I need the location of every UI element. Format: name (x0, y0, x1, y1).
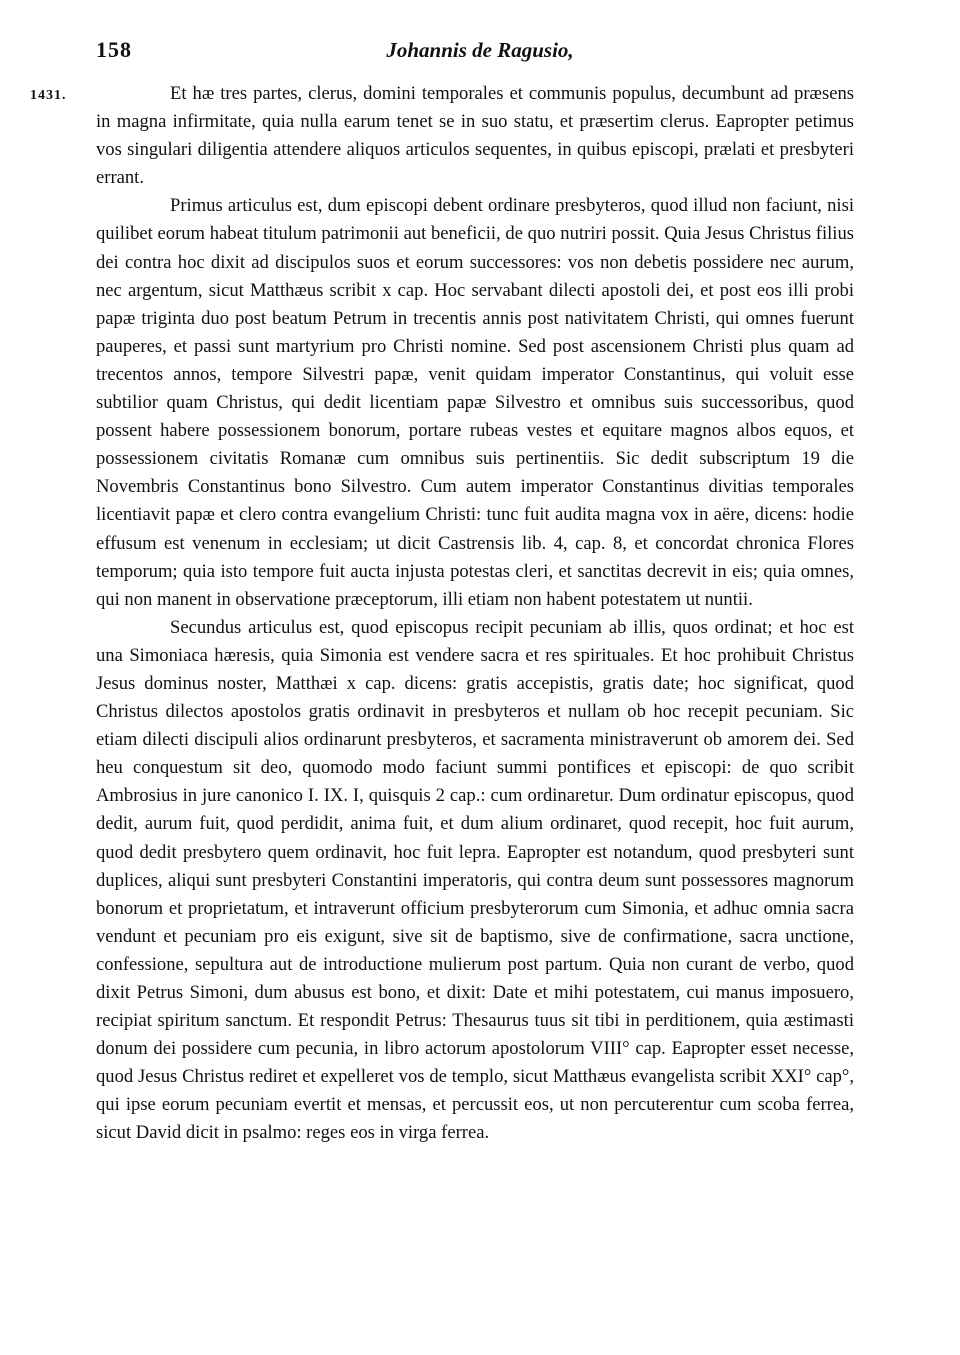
margin-year-note: 1431. (30, 88, 67, 103)
running-title: Johannis de Ragusio, (386, 38, 574, 62)
body-text (96, 80, 854, 1148)
paragraph-primus-articulus: Primus articulus est, dum episcopi debent ordinare presbyteros, quod illud non faciunt, nisi quilibet eorum habeat titulum patrimonii aut beneficii, de quo nutriri possit. Quia Jesus Christus filius dei contra hoc dixit ad discipulos suos et eorum successores: vos non debetis possidere nec aurum, nec argentum, sicut Matthæus scribit x cap. Hoc servabant dilecti apostoli dei, et post eos illi probi papæ triginta duo post beatum Petrum in trecentis annis post nativitatem Christi, qui omnes fuerunt pauperes, et passi sunt martyrium pro Christi nomine. Sed post ascensionem Christi plus quam ad trecentos annos, tempore Silvestri papæ, venit quidam imperator Constantinus, qui voluit esse subtilior quam Christus, qui dedit licentiam papæ Silvestro et omnibus suis successoribus, quod possent habere possessionem bonorum, portare rubeas vestes et equitare magnos albos equos, et possessionem civitatis Romanæ cum omnibus suis pertinentiis. Sic dedit subscriptum 19 die Novembris Constantinus bono Silvestro. Cum autem imperator Constantinus divitias temporales licentiavit papæ et clero contra evangelium Christi: tunc fuit audita magna vox in aëre, dicens: hodie effusum est venenum in ecclesiam; ut dicit Castrensis lib. 4, cap. 8, et concordat chronica Flores temporum; quia isto tempore fuit aucta injusta potestas cleri, et sanctitas decrevit in eis; quia omnes, qui non manent in observatione præceptorum, illi etiam non habent potestatem ut nuntii. (96, 195, 854, 610)
page-number: 158 (96, 37, 132, 62)
paragraph-intro: Et hæ tres partes, clerus, domini temporales et communis populus, decumbunt ad præsens in magna infirmitate, quia nulla earum tenet se in suo statu, et præsertim clerus. Eapropter petimus vos singulari diligentia attendere aliquos articulos sequentes, in quibus episcopi, prælati et presbyteri errant. (96, 83, 854, 189)
paragraph-secundus-articulus: Secundus articulus est, quod episcopus recipit pecuniam ab illis, quos ordinat; et hoc est una Simoniaca hæresis, quia Simonia est vendere sacra et res spirituales. Et hoc prohibuit Christus Jesus dominus noster, Matthæi x cap. dicens: gratis accepistis, gratis date; hoc significat, quod Christus dilectos apostolos gratis ordinavit in presbyteros et nullam ob hoc recepit pecuniam. Sic etiam dilecti discipuli alios ordinarunt presbyteros, et sacramenta ministraverunt ob amorem dei. Sed heu conquestum sit deo, quomodo modo faciunt summi pontifices et episcopi: de quo scribit Ambrosius in jure canonico I. IX. I, quisquis 2 cap.: cum ordinaretur. Dum ordinatur episcopus, quod dedit, aurum fuit, quod perdidit, anima fuit, et dum alium ordinaret, quod recepit, hoc fuit aurum, quod dedit presbytero quem ordinavit, hoc fuit lepra. Eapropter est notandum, quod presbyteri sunt duplices, aliqui sunt presbyteri Constantini imperatoris, qui contra deum sunt possessores magnorum bonorum et proprietatum, et intraverunt officium presbyterorum cum Simonia, et adhuc omnia sacra vendunt et pecuniam pro eis exigunt, sive sit de baptismo, sive de confirmatione, sacra unctione, confessione, sepultura aut de introductione mulierum post partum. Quia non curant de verbo, quod dixit Petrus Simoni, dum abusus est bono, et dixit: Date et mihi potestatem, cui manus imposuero, recipiat spiritum sanctum. Et respondit Petrus: Thesaurus tuus sit tibi in perditionem, quia æstimasti donum dei possidere cum pecunia, in libro actorum apostolorum VIII° cap. Eapropter esset necesse, quod Jesus Christus rediret et expelleret vos de templo, sicut Matthæus evangelista scribit XXI° cap°, qui ipse eorum pecuniam evertit et mensas, et percussit eos, ut non percuterentur cum scoba ferrea, sicut David dicit in psalmo: reges eos in virga ferrea. (96, 616, 854, 1144)
